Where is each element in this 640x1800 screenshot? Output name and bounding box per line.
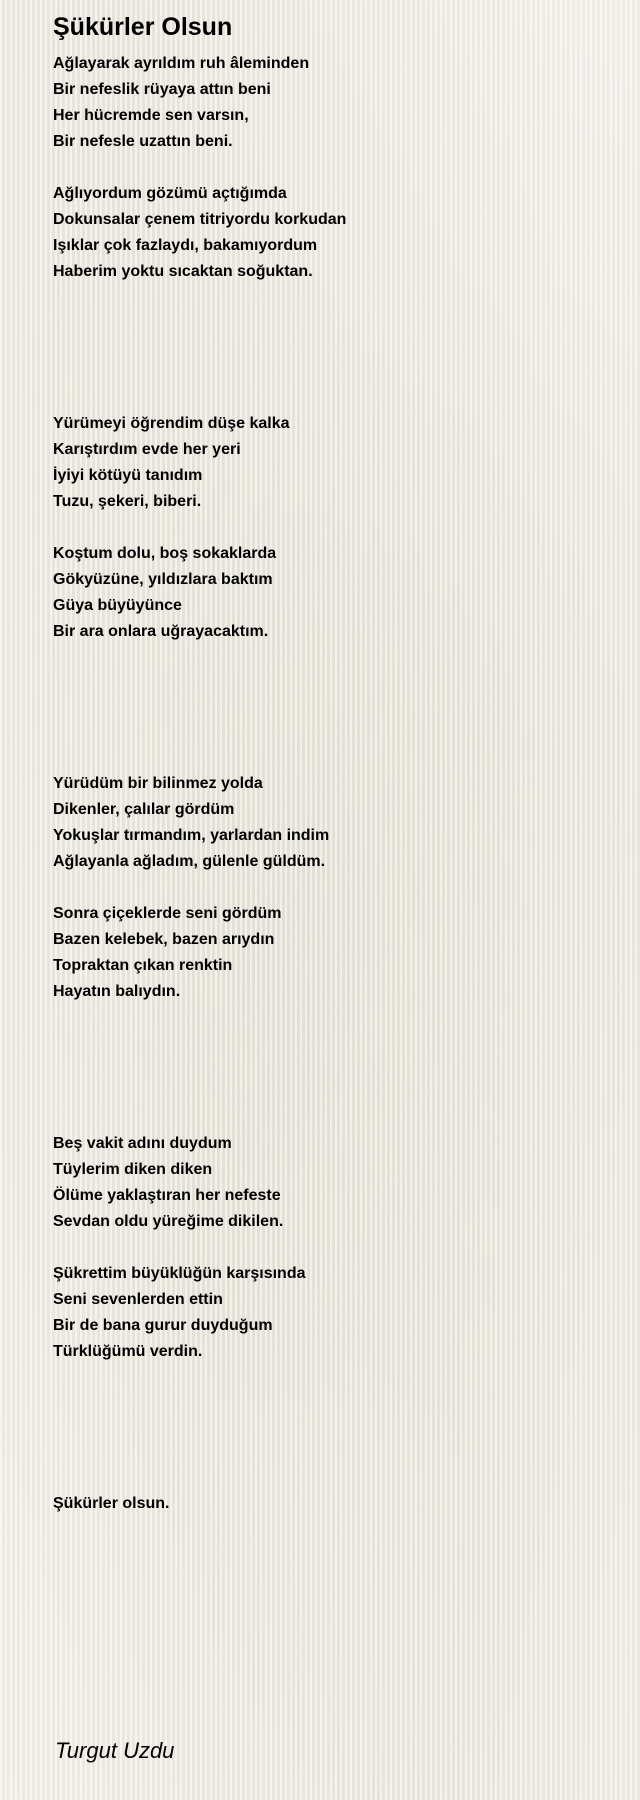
stanza-7 — [53, 1131, 283, 1235]
poem-line: Karıştırdım evde her yeri — [53, 441, 241, 458]
poem-line: Yürüdüm bir bilinmez yolda — [53, 775, 263, 792]
poem-line: Her hücremde sen varsın, — [53, 107, 249, 124]
poem-line: Bir ara onlara uğrayacaktım. — [53, 623, 269, 640]
stanza-5 — [53, 771, 329, 875]
stanza-6 — [53, 901, 282, 1005]
poem-line: Ağlayanla ağladım, gülenle güldüm. — [53, 853, 326, 870]
poem-line: Sonra çiçeklerde seni gördüm — [53, 905, 282, 922]
poem-line: Ölüme yaklaştıran her nefeste — [53, 1187, 281, 1204]
poem-title: Şükürler Olsun — [53, 13, 233, 41]
poem-line: Gökyüzüne, yıldızlara baktım — [53, 571, 273, 588]
poem-line: Beş vakit adını duydum — [53, 1135, 232, 1152]
poem-line: Ağlıyordum gözümü açtığımda — [53, 185, 287, 202]
poem-line: Bir de bana gurur duyduğum — [53, 1317, 273, 1334]
poem-line: Ağlayarak ayrıldım ruh âleminden — [53, 55, 310, 72]
poem-line: Seni sevenlerden ettin — [53, 1291, 223, 1308]
poem-line: Tuzu, şekeri, biberi. — [53, 493, 202, 510]
poem-line: Işıklar çok fazlaydı, bakamıyordum — [53, 237, 318, 254]
poem-line: Bir nefeslik rüyaya attın beni — [53, 81, 271, 98]
poem-line: Hayatın balıydın. — [53, 983, 181, 1000]
poem-line: Şükrettim büyüklüğün karşısında — [53, 1265, 306, 1282]
poem-line: Bazen kelebek, bazen arıydın — [53, 931, 275, 948]
poem-line: Haberim yoktu sıcaktan soğuktan. — [53, 263, 313, 280]
poem-line: Topraktan çıkan renktin — [53, 957, 233, 974]
stanza-8 — [53, 1261, 306, 1365]
stanza-3 — [53, 411, 290, 515]
poem-line: Türklüğümü verdin. — [53, 1343, 203, 1360]
poem-line: Yürümeyi öğrendim düşe kalka — [53, 415, 290, 432]
stanza-2 — [53, 181, 346, 285]
poem-line: Dokunsalar çenem titriyordu korkudan — [53, 211, 347, 228]
poem-line: Şükürler olsun. — [53, 1495, 170, 1512]
poem-line: Güya büyüyünce — [53, 597, 182, 614]
poem-line: Tüylerim diken diken — [53, 1161, 213, 1178]
poem-line: Dikenler, çalılar gördüm — [53, 801, 235, 818]
poem-line: İyiyi kötüyü tanıdım — [53, 467, 203, 484]
poem-author: Turgut Uzdu — [55, 1738, 175, 1763]
poem-line: Koştum dolu, boş sokaklarda — [53, 545, 277, 562]
stanza-9 — [53, 1491, 169, 1517]
stanza-1 — [53, 51, 309, 155]
poem-line: Sevdan oldu yüreğime dikilen. — [53, 1213, 284, 1230]
poem-line: Yokuşlar tırmandım, yarlardan indim — [53, 827, 330, 844]
poem-line: Bir nefesle uzattın beni. — [53, 133, 233, 150]
stanza-4 — [53, 541, 276, 645]
